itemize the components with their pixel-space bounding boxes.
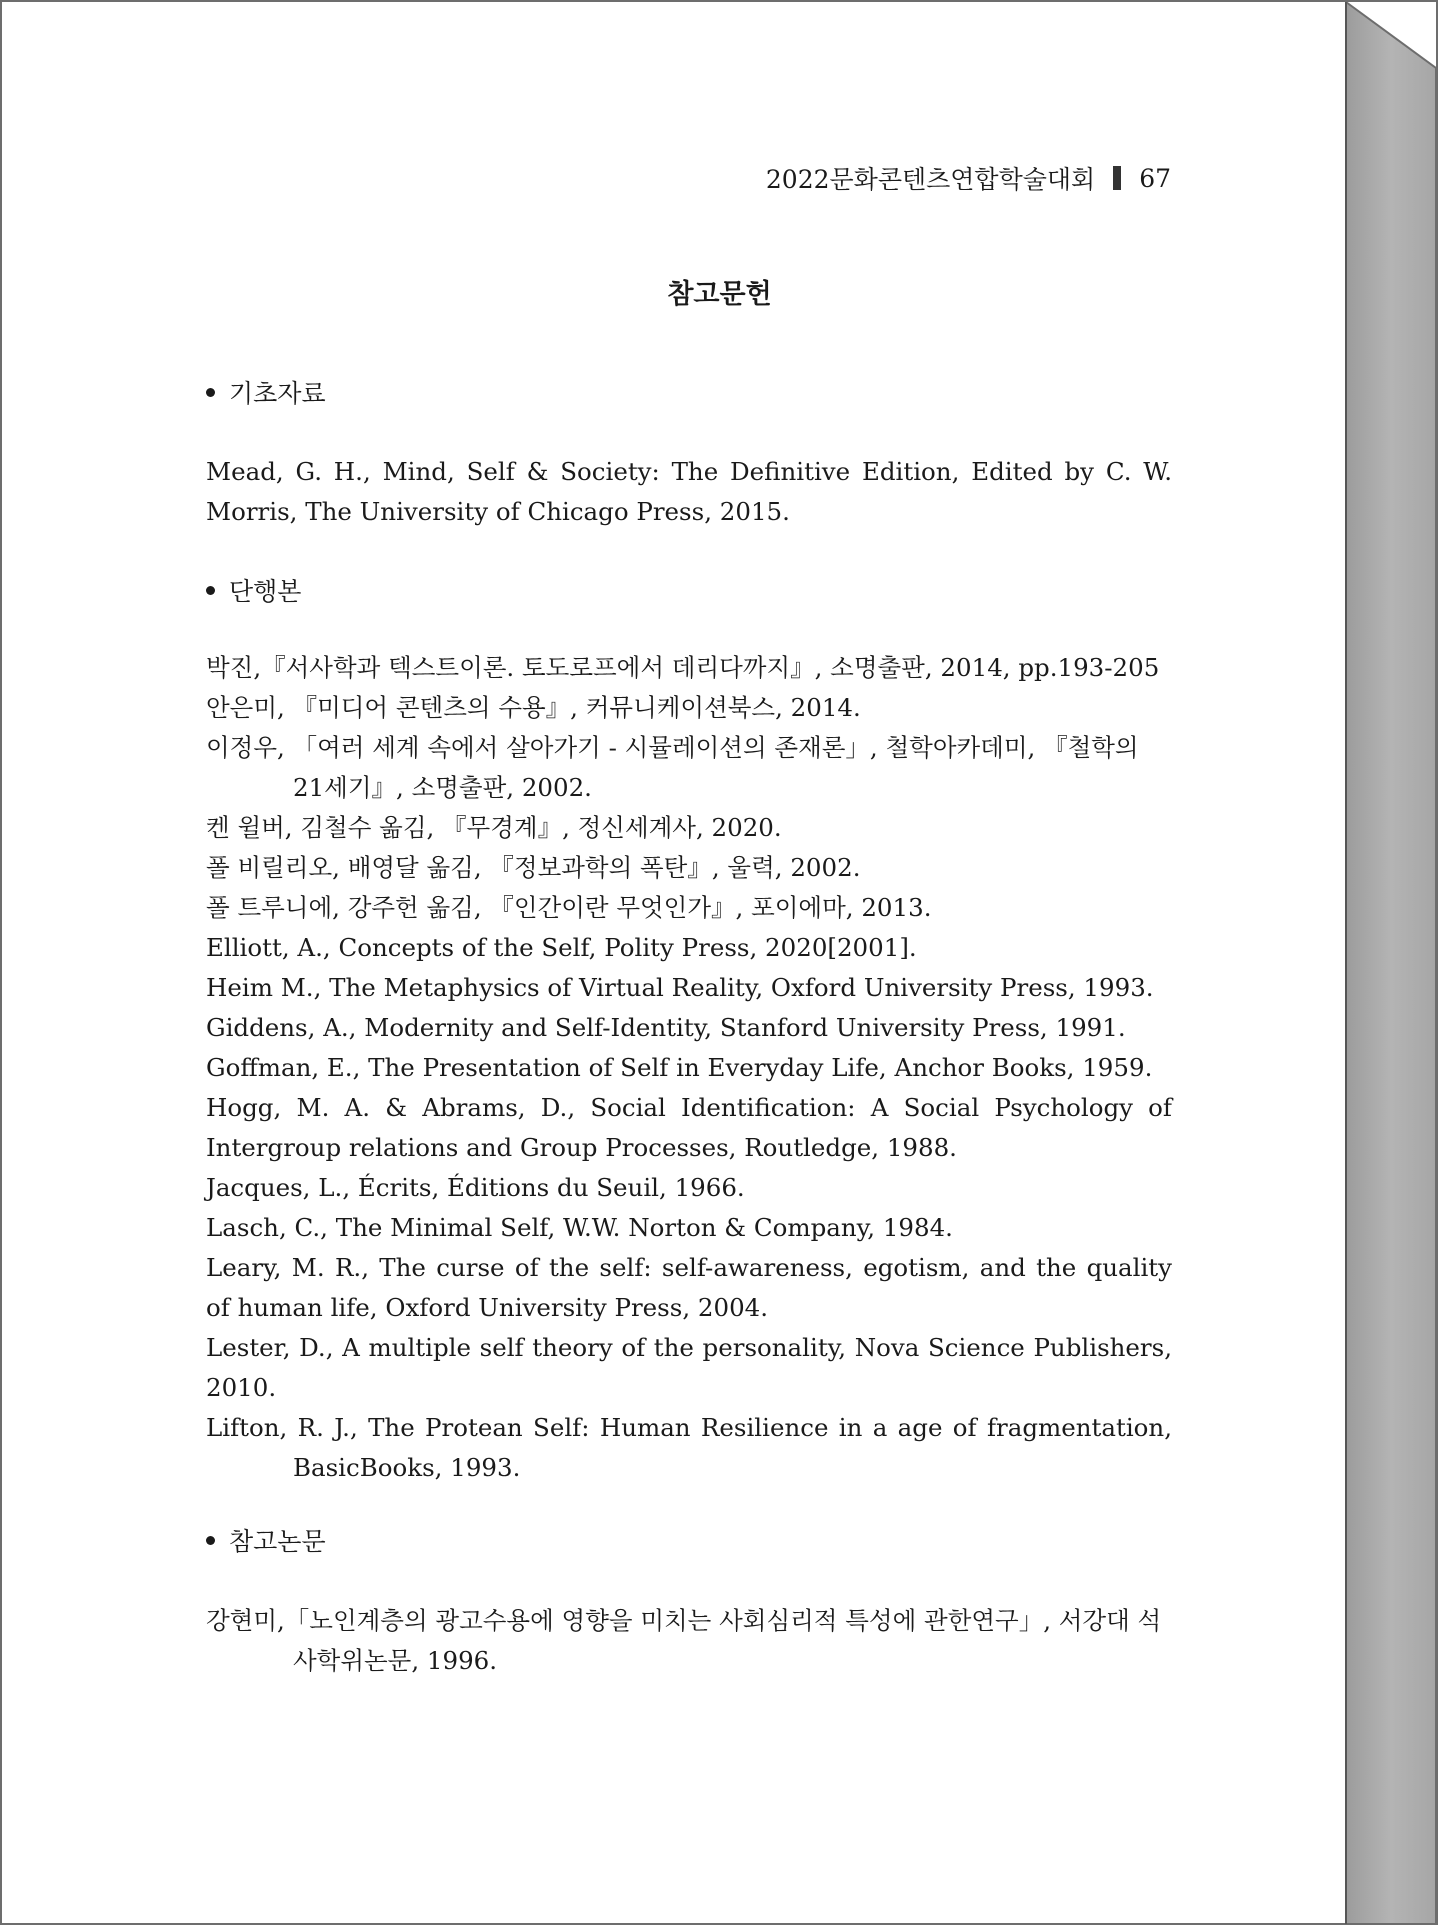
reference-entry: 이정우, 「여러 세계 속에서 살아가기 - 시뮬레이션의 존재론」, 철학아카데미, 『철학의 21세기』, 소명출판, 2002. [206, 733, 1139, 802]
section-heading-monographs [206, 572, 301, 608]
reference-entry: 박진,『서사학과 텍스트이론. 토도로프에서 데리다까지』, 소명출판, 2014, pp.193-205 [206, 653, 1160, 682]
reference-list-basic-materials [206, 452, 1172, 532]
section-heading-label: 참고논문 [229, 1527, 326, 1556]
reference-entry: Lasch, C., The Minimal Self, W.W. Norton & Company, 1984. [206, 1213, 953, 1242]
section-heading-basic-materials [206, 374, 326, 410]
reference-entry: Giddens, A., Modernity and Self-Identity, Stanford University Press, 1991. [206, 1013, 1126, 1042]
reference-entry: 안은미, 『미디어 콘텐츠의 수용』, 커뮤니케이션북스, 2014. [206, 693, 861, 722]
reference-entry: 강현미,「노인계층의 광고수용에 영향을 미치는 사회심리적 특성에 관한연구」, 서강대 석사학위논문, 1996. [206, 1606, 1162, 1675]
reference-entry: Lester, D., A multiple self theory of the personality, Nova Science Publishers, 2010. [206, 1333, 1172, 1402]
reference-entry: 폴 트루니에, 강주헌 옮김, 『인간이란 무엇인가』, 포이에마, 2013. [206, 893, 932, 922]
reference-list-monographs [206, 648, 1172, 1488]
header-separator [1113, 166, 1121, 190]
running-header [766, 160, 1171, 196]
reference-entry: Hogg, M. A. & Abrams, D., Social Identification: A Social Psychology of Intergroup relations and Group Processes, Routledge, 1988. [206, 1093, 1172, 1162]
reference-entry: Goffman, E., The Presentation of Self in Everyday Life, Anchor Books, 1959. [206, 1053, 1153, 1082]
bullet-icon [206, 586, 215, 595]
reference-entry: 켄 윌버, 김철수 옮김, 『무경계』, 정신세계사, 2020. [206, 813, 782, 842]
reference-entry: Heim M., The Metaphysics of Virtual Reality, Oxford University Press, 1993. [206, 973, 1154, 1002]
section-heading-label: 단행본 [229, 577, 302, 606]
reference-entry: 폴 비릴리오, 배영달 옮김, 『정보과학의 폭탄』, 울력, 2002. [206, 853, 861, 882]
bullet-icon [206, 388, 215, 397]
reference-entry: Leary, M. R., The curse of the self: self-awareness, egotism, and the quality of human life, Oxford University Press, 2004. [206, 1253, 1172, 1322]
reference-entry: Mead, G. H., Mind, Self & Society: The Definitive Edition, Edited by C. W. Morris, The University of Chicago Press, 2015. [206, 457, 1172, 526]
section-heading-papers [206, 1522, 326, 1558]
reference-entry: Lifton, R. J., The Protean Self: Human Resilience in a age of fragmentation, BasicBooks, 1993. [206, 1413, 1172, 1482]
section-heading-label: 기초자료 [229, 379, 326, 408]
reference-list-papers [206, 1601, 1172, 1681]
reference-entry: Elliott, A., Concepts of the Self, Polity Press, 2020[2001]. [206, 933, 917, 962]
bullet-icon [206, 1536, 215, 1545]
conference-name: 2022문화콘텐츠연합학술대회 [765, 165, 1096, 194]
reference-entry: Jacques, L., Écrits, Éditions du Seuil, 1966. [206, 1173, 745, 1202]
page-number: 67 [1139, 163, 1171, 193]
page-title: 참고문헌 [667, 279, 772, 310]
